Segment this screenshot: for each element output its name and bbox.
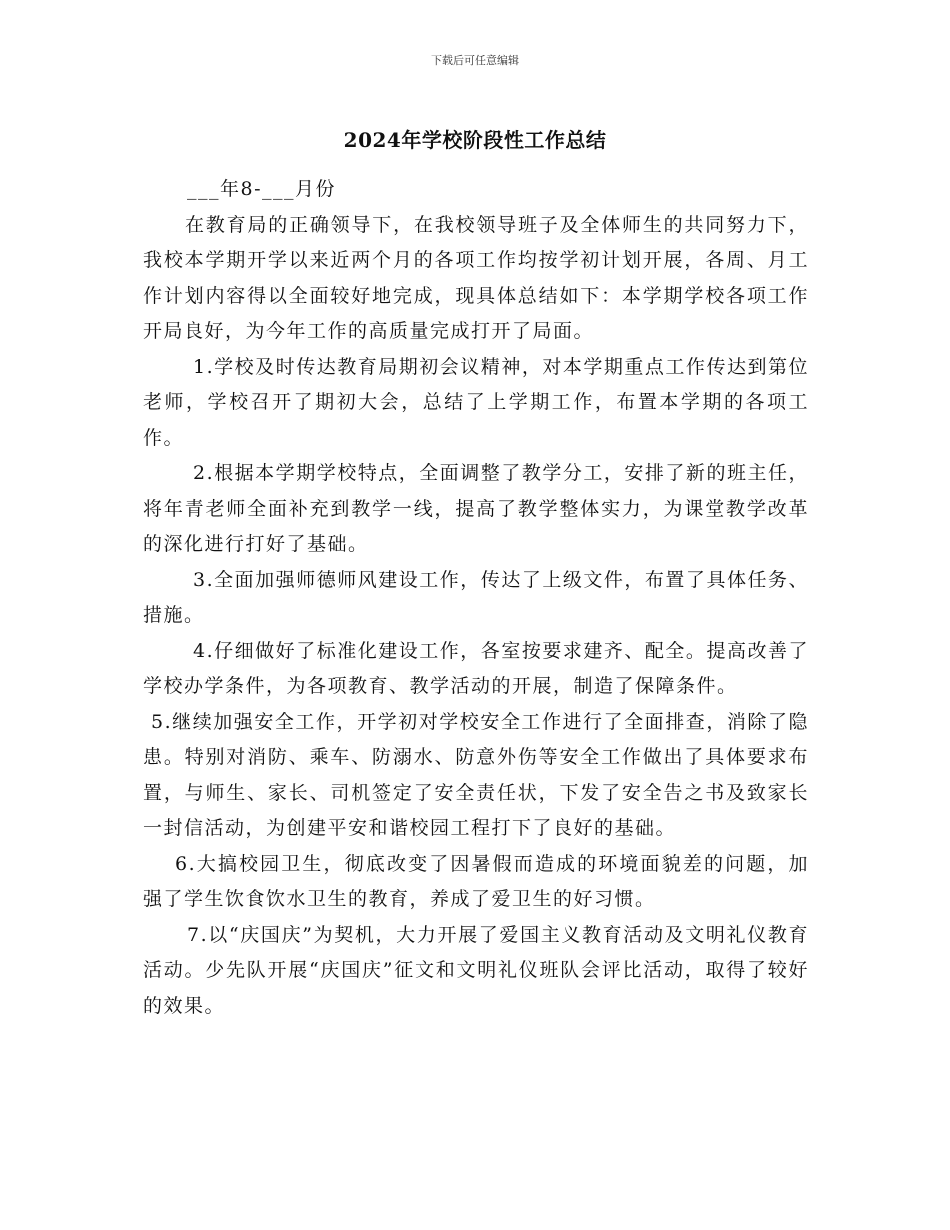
item-7-paragraph: 7.以“庆国庆”为契机，大力开展了爱国主义教育活动及文明礼仪教育活动。少先队开展“庆国庆”征文和文明礼仪班队会评比活动，取得了较好的效果。 <box>143 923 809 1017</box>
intro-paragraph: 在教育局的正确领导下，在我校领导班子及全体师生的共同努力下，我校本学期开学以来近两个月的各项工作均按学初计划开展，各周、月工作计划内容得以全面较好地完成，现具体总结如下：本学期学校各项工作开局良好，为今年工作的高质量完成打开了局面。 <box>143 213 809 342</box>
item-3-paragraph: 3.全面加强师德师风建设工作，传达了上级文件，布置了具体任务、措施。 <box>143 568 809 626</box>
header-note: 下载后可任意编辑 <box>431 54 519 67</box>
document-title: 2024年学校阶段性工作总结 <box>343 128 607 152</box>
document-body <box>143 172 809 1024</box>
item-4-paragraph: 4.仔细做好了标准化建设工作，各室按要求建齐、配全。提高改善了学校办学条件，为各项教育、教学活动的开展，制造了保障条件。 <box>143 639 809 697</box>
item-6-paragraph: 6.大搞校园卫生，彻底改变了因暑假而造成的环境面貌差的问题，加强了学生饮食饮水卫生的教育，养成了爱卫生的好习惯。 <box>143 852 809 910</box>
item-5-paragraph: 5.继续加强安全工作，开学初对学校安全工作进行了全面排查，消除了隐患。特别对消防、乘车、防溺水、防意外伤等安全工作做出了具体要求布置，与师生、家长、司机签定了安全责任状，下发了安全告之书及致家长一封信活动，为创建平安和谐校园工程打下了良好的基础。 <box>143 710 809 839</box>
item-2-paragraph: 2.根据本学期学校特点，全面调整了教学分工，安排了新的班主任，将年青老师全面补充到教学一线，提高了教学整体实力，为课堂教学改革的深化进行打好了基础。 <box>143 462 809 555</box>
item-1-paragraph: 1.学校及时传达教育局期初会议精神，对本学期重点工作传达到第位老师，学校召开了期初大会，总结了上学期工作，布置本学期的各项工作。 <box>143 355 809 449</box>
date-line: ___年8-___月份 <box>187 178 337 200</box>
